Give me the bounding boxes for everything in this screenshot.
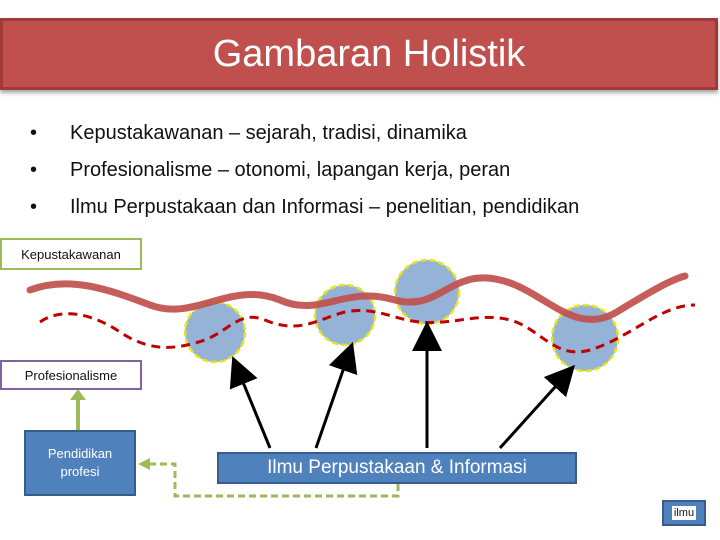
bullet-text: Profesionalisme – otonomi, lapangan kerja, peran <box>70 159 511 181</box>
pendidikan-label: Pendidikan <box>47 446 113 461</box>
arrow <box>238 370 270 448</box>
page-title: Gambaran Holistik <box>212 32 526 75</box>
kepustakawanan-box <box>0 238 142 270</box>
arrow <box>316 356 348 448</box>
bullet-dot-icon: • <box>30 196 38 218</box>
green-arrowhead <box>70 389 86 400</box>
profesi-label: profesi <box>60 464 100 479</box>
dashed-connector-arrowhead <box>138 458 150 470</box>
kepustakawanan-label: Kepustakawanan <box>21 246 121 262</box>
ilmu-perpustakaan-label: Ilmu Perpustakaan & Informasi <box>267 457 527 478</box>
overlap-circle <box>185 302 245 362</box>
bullet-dot-icon: • <box>30 159 38 181</box>
profesionalisme-box <box>0 360 142 390</box>
overlap-circle <box>395 260 459 324</box>
bullet-text: Kepustakawanan – sejarah, tradisi, dinamika <box>70 122 467 144</box>
profesionalisme-label: Profesionalisme <box>24 367 118 383</box>
pendidikan-profesi-box <box>24 430 136 496</box>
bullet-text: Ilmu Perpustakaan dan Informasi – penelitian, pendidikan <box>70 196 580 218</box>
bullet-dot-icon: • <box>30 122 38 144</box>
ilmu-box <box>662 500 706 526</box>
ilmu-perpustakaan-box <box>217 452 577 484</box>
ilmu-label: ilmu <box>673 507 695 519</box>
arrow <box>500 376 565 448</box>
